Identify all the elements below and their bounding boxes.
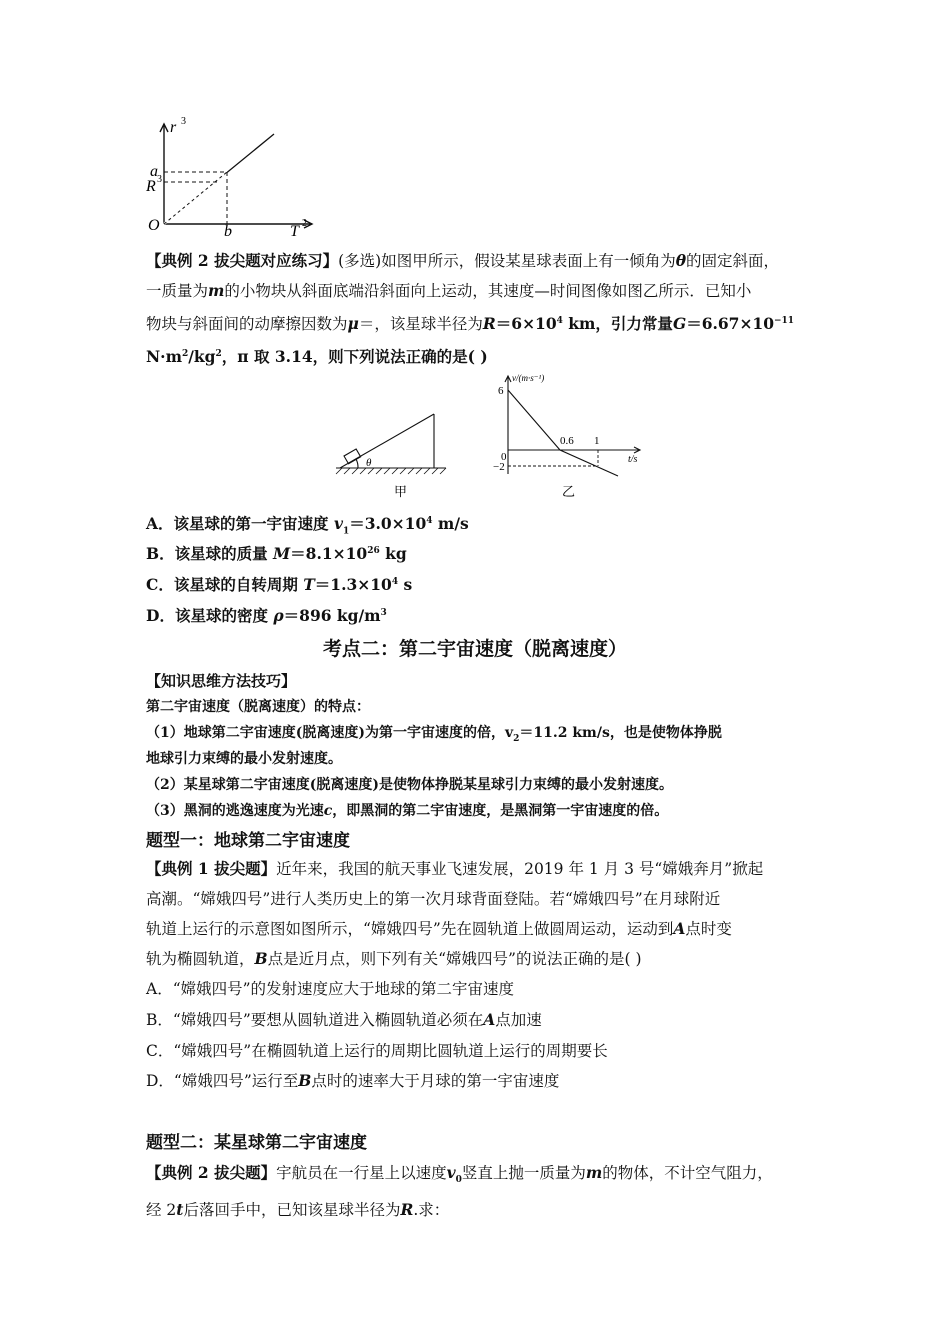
point-1-line-1: （1）地球第二宇宙速度(脱离速度)为第一宇宙速度的倍，$v_2=11.2$ km/s，也是使物体挣脱 (146, 725, 722, 744)
option-B: B．该星球的质量 $M=8.1\times 10^{26}$ kg (146, 544, 407, 564)
vt-line (508, 390, 618, 476)
r3-t2-graph (140, 112, 330, 240)
feature-line: 第二宇宙速度（脱离速度）的特点： (146, 699, 370, 715)
type1-option-C: C．“嫦娥四号”在椭圆轨道上运行的周期比圆轨道上运行的周期要长 (146, 1042, 608, 1060)
type1-option-A: A．“嫦娥四号”的发射速度应大于地球的第二宇宙速度 (146, 980, 515, 998)
vt-tick-0: 0 (501, 451, 507, 463)
fig1-y-label: r (170, 119, 177, 136)
option-A: A．该星球的第一宇宙速度 $v_1=3.0\times 10^4$ m/s (146, 514, 469, 537)
incline-slope (340, 414, 434, 468)
ex2-paragraph: 【典例 2 拔尖题对应练习】(多选)如图甲所示，假设某星球表面上有一倾角为θ的固定斜面， 一质量为m的小物块从斜面底端沿斜面向上运动，其速度—时间图像如图乙所示．已知小 物块与斜面间的动摩擦因数为μ＝，该星球半径为$R=6\times 10^4$ km，引力常量$G=6.67\times 10^{-11}$ $N\cdot m^2/kg^2$，π 取 3.14，则下列说法正确的是( ) (146, 251, 795, 367)
section-title: 考点二：第二宇宙速度（脱离速度） (322, 638, 627, 660)
vt-tick-06: 0.6 (560, 435, 574, 447)
type1-title: 题型一：地球第二宇宙速度 (146, 831, 350, 851)
fig1-tick-R: R (146, 178, 156, 195)
vt-tick-6: 6 (498, 385, 504, 397)
point-1-line-2: 地球引力束缚的最小发射速度。 (146, 751, 342, 767)
option-C: C．该星球的自转周期 $T=1.3\times 10^4$ s (146, 575, 413, 595)
vt-tick-neg2: −2 (493, 461, 505, 473)
type1-option-B: B．“嫦娥四号”要想从圆轨道进入椭圆轨道必须在A点加速 (146, 1010, 542, 1029)
option-D: D．该星球的密度 ρ＝896 $kg/m^3$ (146, 606, 387, 626)
incline-figure (330, 404, 455, 504)
svg-text:3: 3 (181, 116, 186, 127)
incline-hatch (336, 468, 446, 474)
vt-y-label: v/(m·s⁻¹) (512, 373, 545, 383)
type2-paragraph: 【典例 2 拔尖题】宇航员在一行星上以速度$v_0$竖直上抛一质量为m的物体，不计空气阻力， 经 2t后落回手中，已知该星球半径为R.求： (146, 1163, 773, 1220)
fig1-axes (160, 124, 312, 228)
vt-tick-1: 1 (594, 435, 600, 447)
incline-caption: 甲 (394, 484, 408, 499)
point-2: （2）某星球第二宇宙速度(脱离速度)是使物体挣脱某星球引力束缚的最小发射速度。 (146, 777, 673, 793)
fig1-origin: O (148, 217, 160, 234)
svg-text:2: 2 (302, 218, 307, 229)
fig1-tick-b: b (224, 223, 232, 240)
fig1-tick-a: a (150, 163, 158, 180)
tips-heading: 【知识思维方法技巧】 (146, 672, 297, 690)
vt-graph (492, 368, 652, 504)
type1-option-D: D．“嫦娥四号”运行至B点时的速率大于月球的第一宇宙速度 (146, 1071, 560, 1090)
svg-text:3: 3 (157, 174, 162, 185)
vt-x-label: t/s (628, 454, 638, 465)
vt-caption: 乙 (562, 484, 576, 499)
point-3: （3）黑洞的逃逸速度为光速c，即黑洞的第二宇宙速度，是黑洞第一宇宙速度的倍。 (146, 803, 669, 819)
type2-title: 题型二：某星球第二宇宙速度 (146, 1133, 367, 1153)
incline-block (344, 449, 361, 464)
type1-paragraph: 【典例 1 拔尖题】近年来，我国的航天事业飞速发展，2019 年 1 月 3 号“嫦娥奔月”掀起 高潮。“嫦娥四号”进行人类历史上的第一次月球背面登陆。若“嫦娥四号”在月球附近 轨道上运行的示意图如图所示，“嫦娥四号”先在圆轨道上做圆周运动，运动到A点时变 轨为椭圆轨道，B点是近月点，则下列有关“嫦娥四号”的说法正确的是( ) (146, 859, 764, 968)
incline-angle: θ (366, 457, 372, 469)
fig1-x-label: T (290, 223, 299, 240)
